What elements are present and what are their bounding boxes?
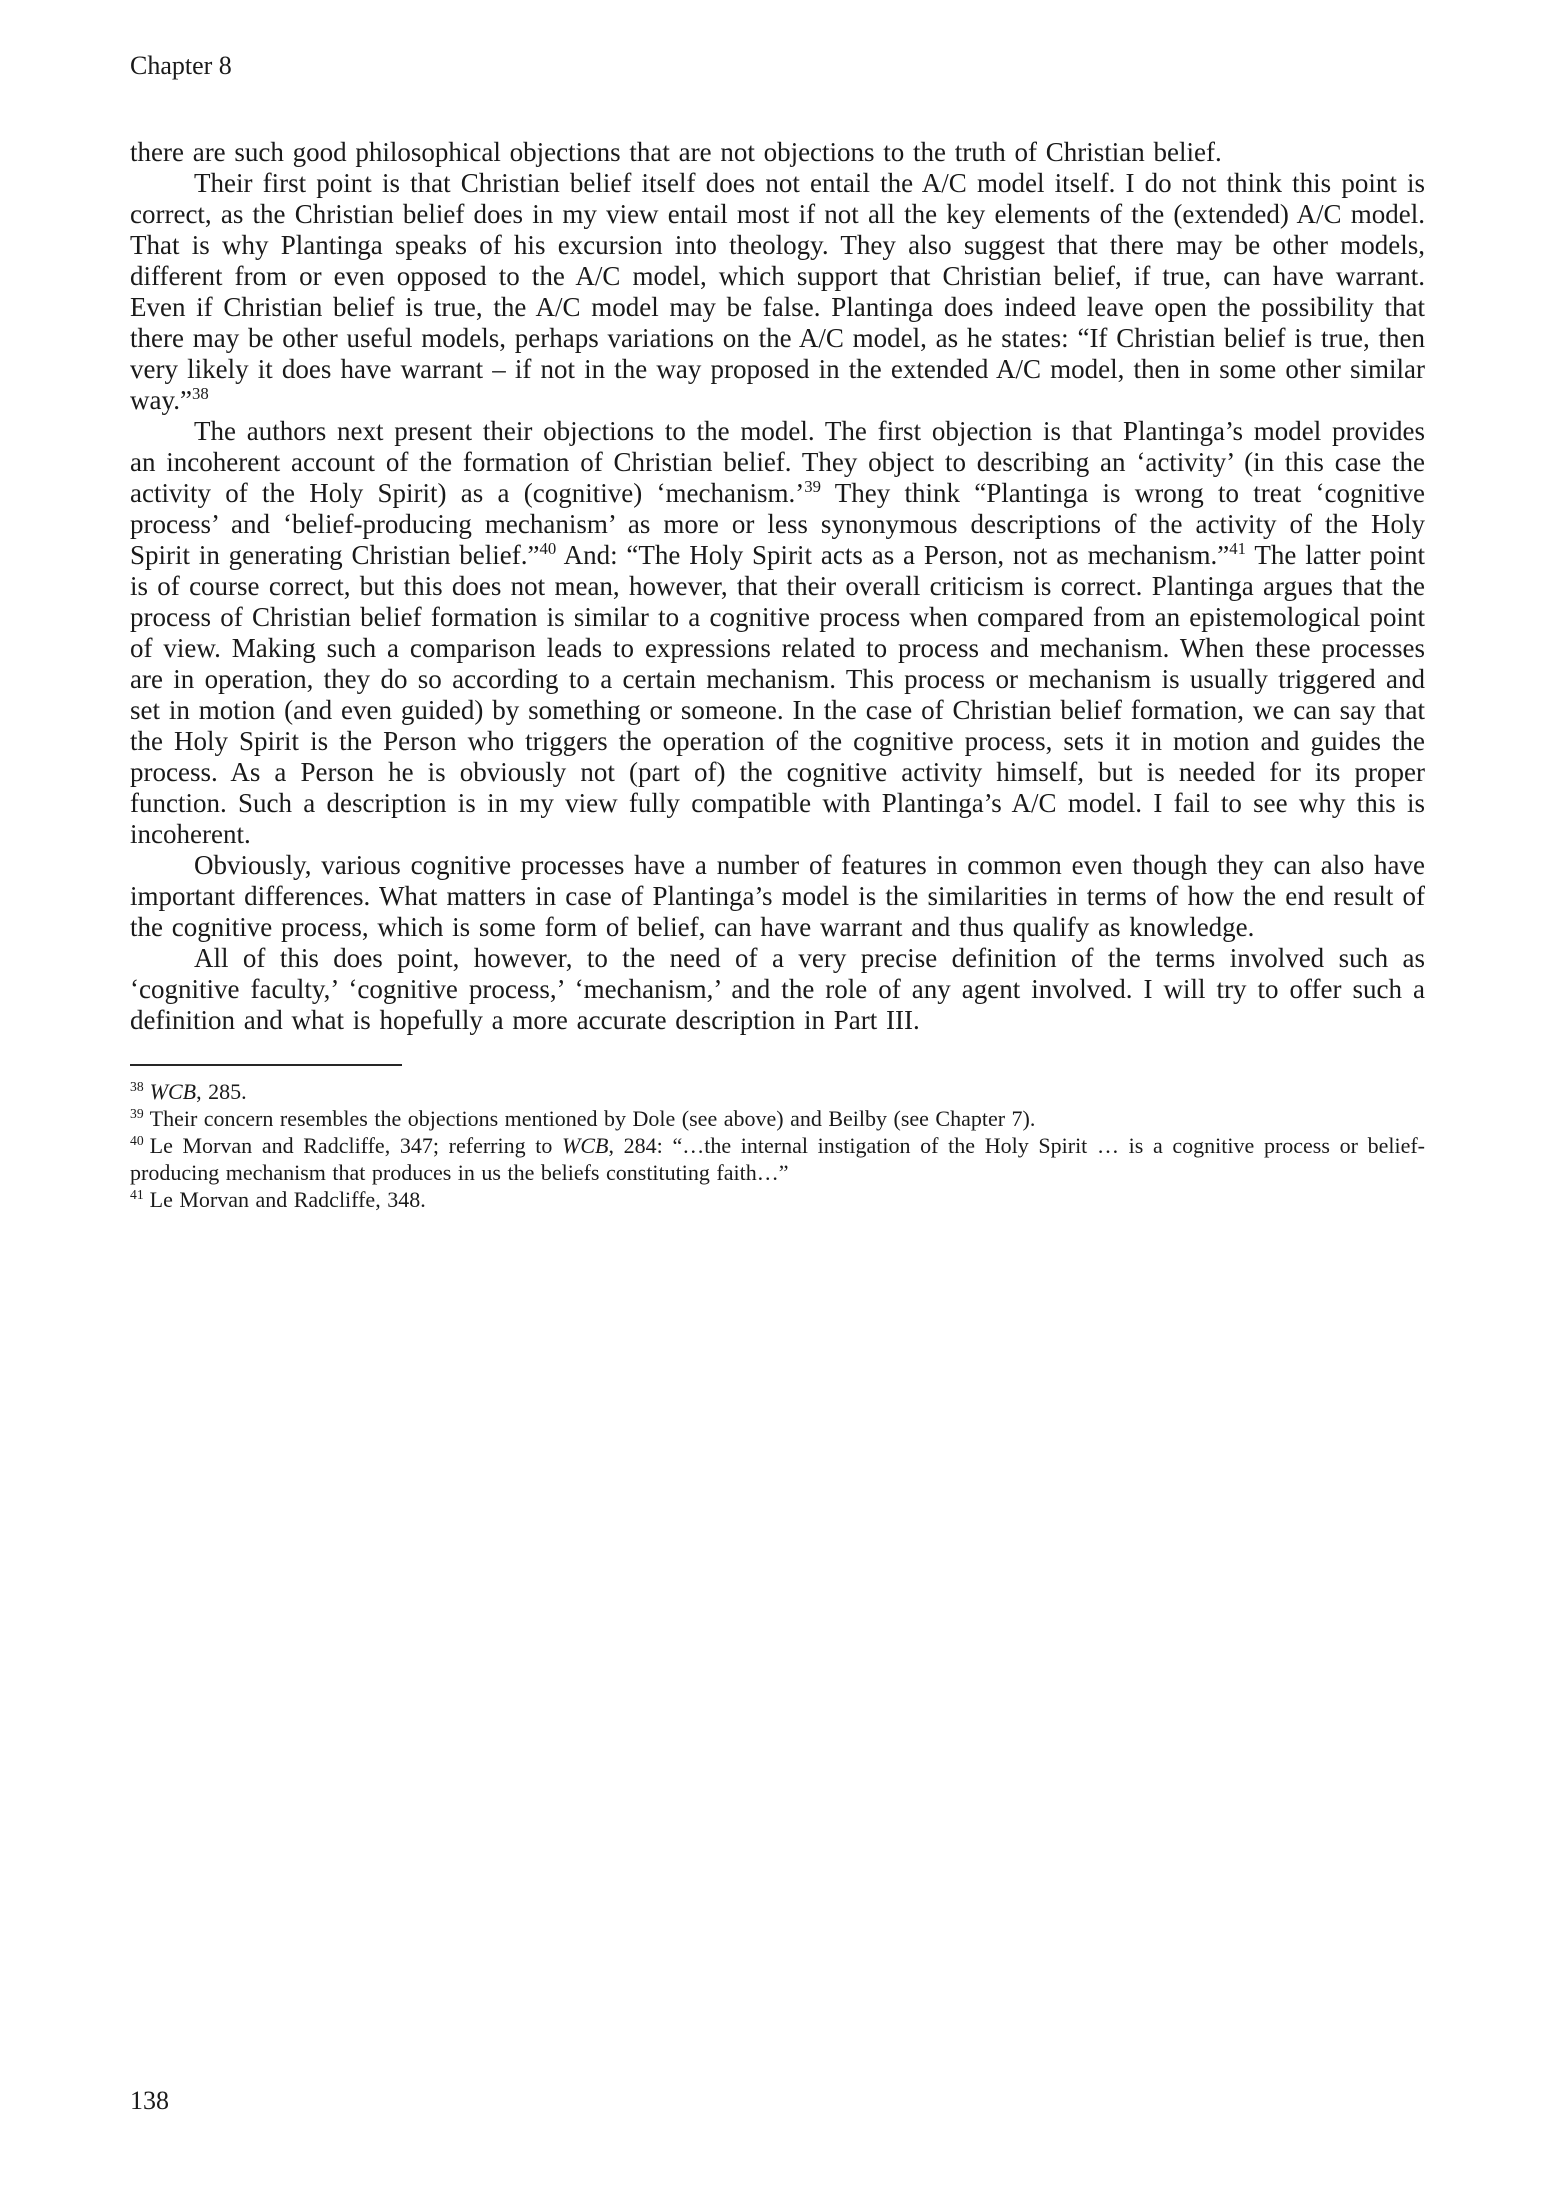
body-paragraph-2: [130, 168, 1425, 416]
footnote-ref-41: 41: [1229, 539, 1247, 559]
footnote-ref-38: 38: [191, 384, 209, 404]
page-number: 138: [130, 2086, 169, 2115]
paragraph-text: The authors next present their objections to the model. The first objection is that Plantinga’s model provides an incoherent account of the formation of Christian belief. They object to describing an ‘activity’ (in this case the activity of the Holy Spirit) as a (cognitive) ‘mechanism.’: [130, 416, 1425, 509]
footnote-text: , 285.: [196, 1079, 247, 1105]
footnote-41: [130, 1186, 1425, 1213]
footnote-39: [130, 1105, 1425, 1132]
paragraph-text: All of this does point, however, to the need of a very precise definition of the terms involved such as ‘cognitive faculty,’ ‘cognitive process,’ ‘mechanism,’ and the role of any agent involved. I will try to offer such a definition and what is hopefully a more accurate description in Part III.: [130, 943, 1425, 1036]
footnote-number: 38: [130, 1078, 144, 1094]
footnote-number: 41: [130, 1186, 144, 1202]
paragraph-text: there are such good philosophical objections that are not objections to the truth of Christian belief.: [130, 137, 1222, 168]
footnote-number: 40: [130, 1132, 144, 1148]
footnote-40: [130, 1132, 1425, 1186]
footnote-separator: [130, 1064, 402, 1066]
body-text: [130, 137, 1425, 1036]
footnote-text: Le Morvan and Radcliffe, 347; referring to: [149, 1133, 563, 1159]
footnote-ref-40: 40: [539, 539, 557, 559]
footnote-text: WCB: [562, 1133, 609, 1159]
footnote-38: [130, 1078, 1425, 1105]
paragraph-text: And: “The Holy Spirit acts as a Person, not as mechanism.”: [556, 540, 1230, 571]
body-paragraph-3: [130, 416, 1425, 850]
footnote-text: Their concern resembles the objections mentioned by Dole (see above) and Beilby (see Chapter 7).: [149, 1106, 1036, 1132]
paragraph-text: The latter point is of course correct, but this does not mean, however, that their overall criticism is correct. Plantinga argues that the process of Christian belief formation is similar to a cognitive process when compared from an epistemological point of view. Making such a comparison leads to expressions related to process and mechanism. When these processes are in operation, they do so according to a certain mechanism. This process or mechanism is usually triggered and set in motion (and even guided) by something or someone. In the case of Christian belief formation, we can say that the Holy Spirit is the Person who triggers the operation of the cognitive process, sets it in motion and guides the process. As a Person he is obviously not (part of) the cognitive activity himself, but is needed for its proper function. Such a description is in my view fully compatible with Plantinga’s A/C model. I fail to see why this is incoherent.: [130, 540, 1425, 850]
body-paragraph-4: [130, 850, 1425, 943]
footnote-text: Le Morvan and Radcliffe, 348.: [149, 1187, 426, 1213]
paragraph-text: Obviously, various cognitive processes have a number of features in common even though they can also have important differences. What matters in case of Plantinga’s model is the similarities in terms of how the end result of the cognitive process, which is some form of belief, can have warrant and thus qualify as knowledge.: [130, 850, 1425, 943]
paragraph-text: Their first point is that Christian belief itself does not entail the A/C model itself. I do not think this point is correct, as the Christian belief does in my view entail most if not all the key elements of the (extended) A/C model. That is why Plantinga speaks of his excursion into theology. They also suggest that there may be other models, different from or even opposed to the A/C model, which support that Christian belief, if true, can have warrant. Even if Christian belief is true, the A/C model may be false. Plantinga does indeed leave open the possibility that there may be other useful models, perhaps variations on the A/C model, as he states: “If Christian belief is true, then very likely it does have warrant – if not in the way proposed in the extended A/C model, then in some other similar way.”: [130, 168, 1425, 416]
footnote-text: , 284: “…the internal instigation of the Holy Spirit … is a cognitive process or belief-producing mechanism that produces in us the beliefs constituting faith…”: [130, 1133, 1425, 1186]
footnote-ref-39: 39: [804, 477, 821, 497]
body-paragraph-1: [130, 137, 1425, 168]
footnote-text: WCB: [149, 1079, 197, 1105]
paragraph-text: They think “Plantinga is wrong to treat ‘cognitive process’ and ‘belief-producing mechanism’ as more or less synonymous descriptions of the activity of the Holy Spirit in generating Christian belief.”: [130, 478, 1425, 571]
footnote-number: 39: [130, 1105, 144, 1121]
body-paragraph-5: [130, 943, 1425, 1036]
running-header: Chapter 8: [130, 51, 232, 80]
footnotes-section: [130, 1064, 1425, 1213]
